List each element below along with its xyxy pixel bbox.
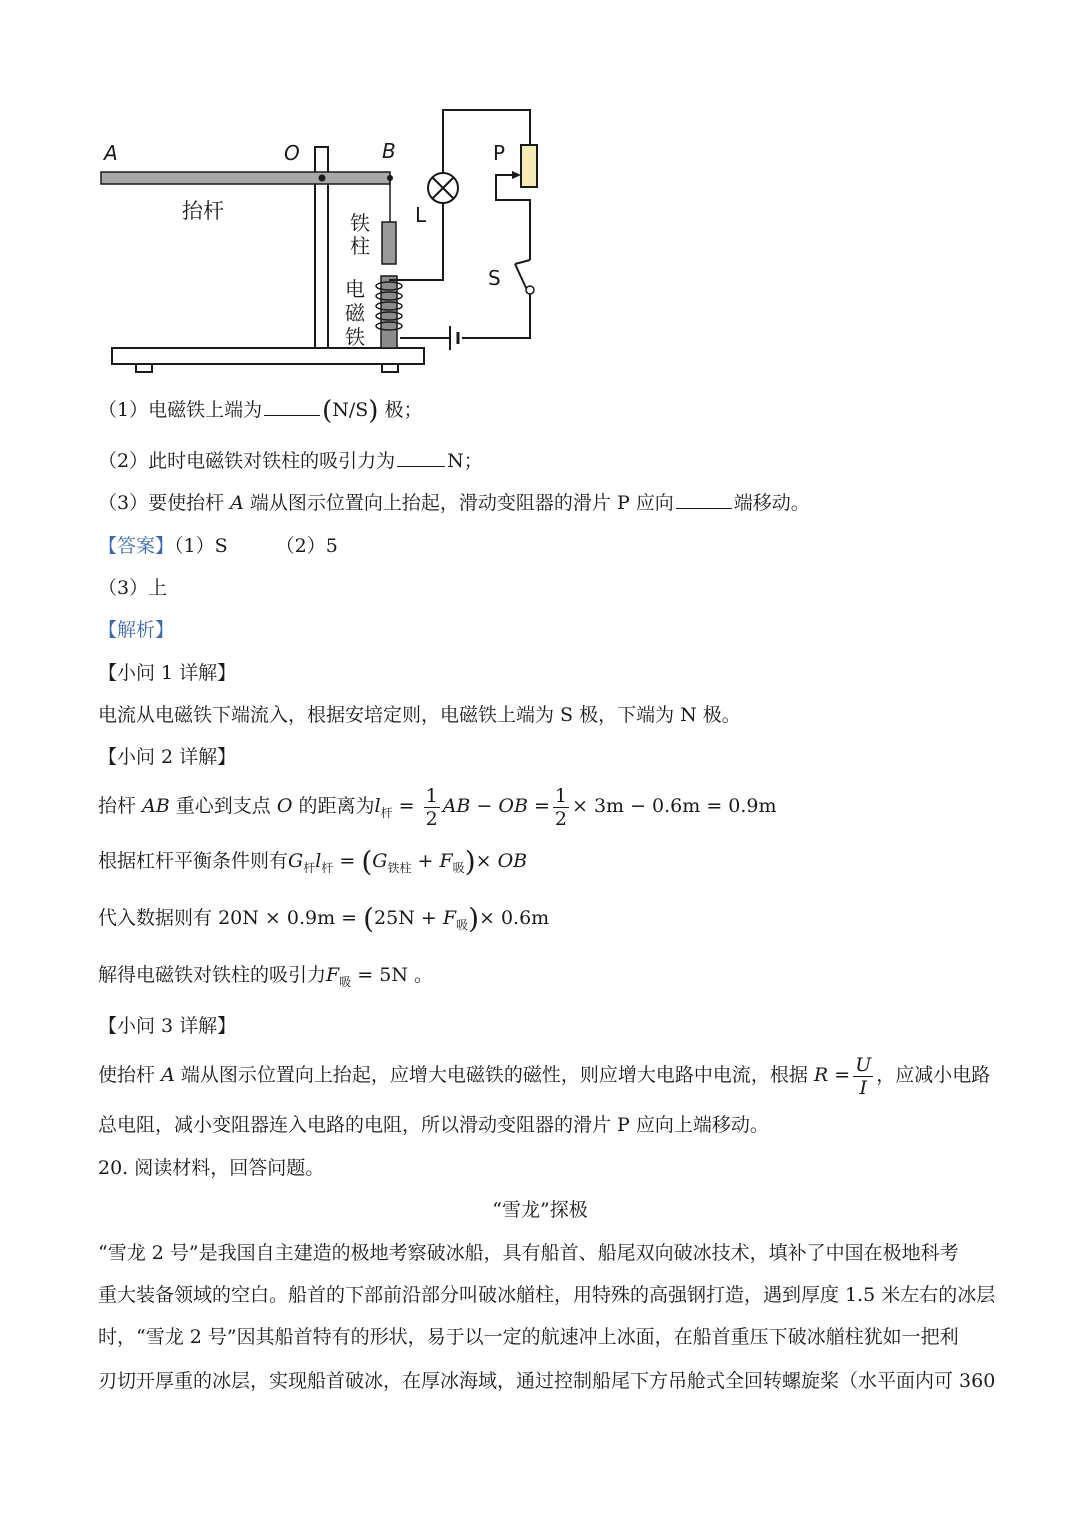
em-label-3: 铁 [345, 325, 365, 349]
formula-result: 解得电磁铁对铁柱的吸引力$F_吸 = 5N$ 。 [98, 964, 434, 989]
rheostat [521, 145, 537, 187]
formula-balance: 根据杠杆平衡条件则有$G_杆l_杆 = (G_{铁柱} + F_吸)\times$ OB [98, 845, 528, 878]
lever-label: 抬杆 [182, 199, 224, 223]
fraction-half-1: $\frac{1}{2}$ [425, 784, 438, 830]
wire-top [389, 110, 530, 280]
base-foot-right [382, 364, 398, 372]
subquestion-1-text: 电流从电磁铁下端流入，根据安培定则，电磁铁上端为 S 极，下端为 N 极。 [98, 704, 741, 726]
answer-line-3: （3）上 [98, 577, 168, 599]
fraction-half-2: $\frac{1}{2}$ [554, 784, 567, 830]
circuit-diagram [90, 100, 560, 380]
base-foot-left [136, 364, 152, 372]
em-label-1: 电 [345, 277, 365, 301]
blank-1 [264, 397, 320, 416]
blank-3 [676, 490, 732, 509]
wire-switch [462, 292, 530, 338]
iron-post [382, 222, 396, 264]
iron-label-2: 柱 [350, 234, 370, 258]
formula-distance: 抬杆 AB 重心到支点 O 的距离为$l_杆$ = $\frac{1}{2}$ AB − OB = $\frac{1}{2}$ × 3m − 0.6m = 0.9m [98, 784, 777, 830]
base-plate [112, 348, 424, 364]
question-2: （2）此时电磁铁对铁柱的吸引力为 N； [98, 450, 483, 472]
question-1: （1）电磁铁上端为 (N/S) 极； [98, 396, 423, 426]
reading-para-1: “雪龙 2 号”是我国自主建造的极地考察破冰船，具有船首、船尾双向破冰技术，填补了中国在极地科考 [98, 1242, 959, 1264]
subquestion-2-heading: 【小问 2 详解】 [98, 746, 237, 768]
analysis-tag: 【解析】 [98, 619, 175, 641]
question-20: 20. 阅读材料，回答问题。 [98, 1157, 325, 1179]
pivot-dot [319, 175, 326, 182]
formula-substitution: 代入数据则有 $20N \times 0.9m = (25N + F_吸)\times 0.6m$ [98, 902, 550, 935]
label-o: O [284, 141, 300, 165]
subquestion-3-text-1: 使抬杆 A 端从图示位置向上抬起，应增大电磁铁的磁性，则应增大电路中电流，根据 R = $\frac{U}{I}$ ，应减小电路 [98, 1053, 991, 1099]
switch-blade [515, 264, 527, 290]
label-a: A [104, 141, 118, 165]
subquestion-3-heading: 【小问 3 详解】 [98, 1015, 237, 1037]
label-b: B [382, 139, 396, 163]
switch-contact [526, 286, 534, 294]
reading-title: “雪龙”探极 [492, 1199, 588, 1221]
fraction-u-over-i: $\frac{U}{I}$ [855, 1053, 872, 1099]
switch-lever [515, 260, 530, 264]
subquestion-1-heading: 【小问 1 详解】 [98, 662, 237, 684]
slider-arrow [512, 171, 521, 179]
lever-bar [101, 172, 390, 184]
question-3: （3）要使抬杆 A 端从图示位置向上抬起，滑动变阻器的滑片 P 应向 端移动。 [98, 492, 810, 514]
label-p: P [493, 141, 506, 165]
reading-para-2: 重大装备领域的空白。船首的下部前沿部分叫破冰艏柱，用特殊的高强钢打造，遇到厚度 1.5 米左右的冰层 [98, 1284, 996, 1306]
reading-para-4: 刃切开厚重的冰层，实现船首破冰，在厚冰海域，通过控制船尾下方吊舱式全回转螺旋桨（水平面内可 360 [98, 1370, 996, 1392]
answer-line: 【答案】（1）S （2）5 [98, 535, 338, 557]
blank-2 [397, 448, 445, 467]
subquestion-3-text-2: 总电阻，减小变阻器连入电路的电阻，所以滑动变阻器的滑片 P 应向上端移动。 [98, 1114, 769, 1136]
answer-tag: 【答案】 [98, 535, 175, 557]
iron-label-1: 铁 [350, 211, 370, 235]
label-s: S [488, 266, 501, 290]
reading-para-3: 时，“雪龙 2 号”因其船首特有的形状，易于以一定的航速冲上冰面，在船首重压下破冰艏柱犹如一把利 [98, 1326, 959, 1348]
label-l: L [415, 203, 427, 227]
em-label-2: 磁 [345, 301, 365, 325]
